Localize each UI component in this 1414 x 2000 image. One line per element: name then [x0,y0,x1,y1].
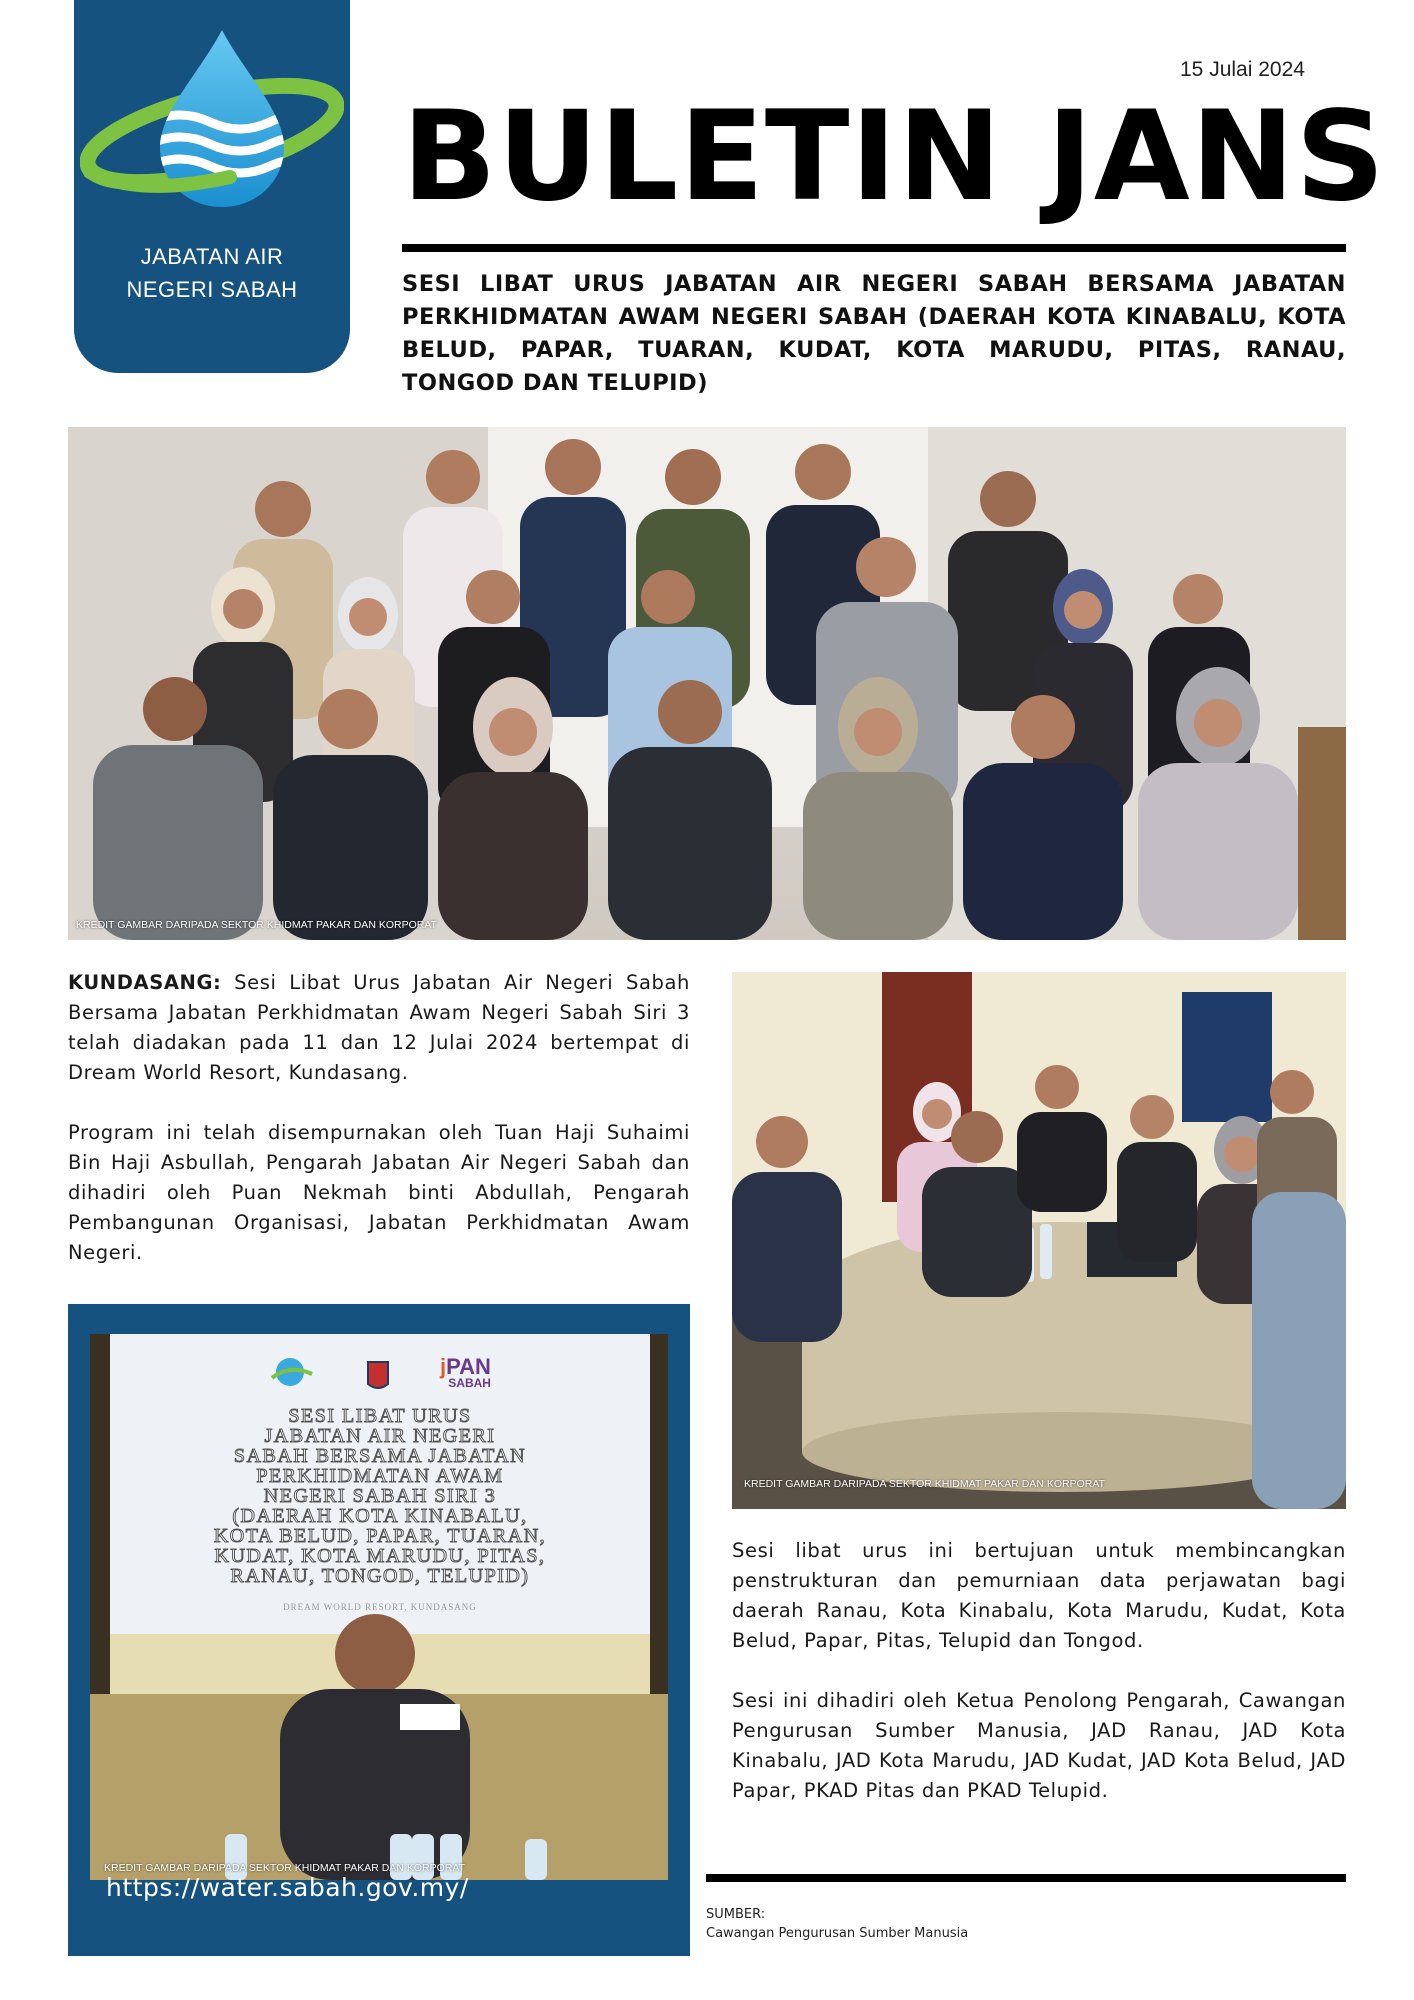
org-name [74,240,350,306]
footer-divider [706,1874,1346,1882]
meeting-photo-illustration [732,972,1346,1509]
main-photo-credit: KREDIT GAMBAR DARIPADA SEKTOR KHIDMAT PAKAR DAN KORPORAT [76,919,437,931]
jpan-logo-sub: SABAH [448,1376,491,1390]
speaker-panel [68,1304,690,1956]
source-label: SUMBER: [706,1907,766,1922]
slide-line-5: NEGERI SABAH SIRI 3 [263,1485,497,1507]
slide-footer: DREAM WORLD RESORT, KUNDASANG [283,1602,477,1612]
speaker-photo-credit: KREDIT GAMBAR DARIPADA SEKTOR KHIDMAT PAKAR DAN KORPORAT [104,1862,465,1874]
org-name-line1: JABATAN AIR [140,244,284,269]
slide-line-6: (DAERAH KOTA KINABALU, [232,1505,528,1527]
group-photo-illustration [68,427,1346,940]
title-divider [402,244,1346,252]
logo-badge [74,0,350,373]
article-paragraph-2: Program ini telah disempurnakan oleh Tuan Haji Suhaimi Bin Haji Asbullah, Pengarah Jabatan Air Negeri Sabah dan dihadiri oleh Puan Nekmah binti Abdullah, Pengarah Pembangunan Organisasi, Jabatan Perkhidmatan Awam Negeri. [68,1121,690,1264]
slide-line-4: PERKHIDMATAN AWAM [256,1465,504,1487]
slide-line-7: KOTA BELUD, PAPAR, TUARAN, [213,1525,547,1547]
slide-title-block [110,1406,650,1612]
jpan-logo-mark: j [440,1354,447,1379]
jpan-logo-text: PAN [446,1354,491,1379]
water-drop-logo-icon [80,22,344,222]
paragraph-1-text: Sesi Libat Urus Jabatan Air Negeri Sabah Bersama Jabatan Perkhidmatan Awam Negeri Sabah Siri 3 telah diadakan pada 11 dan 12 Julai 2024 bertempat di Dream World Resort, Kundasang. [68,971,690,1084]
slide-line-9: RANAU, TONGOD, TELUPID) [230,1565,530,1587]
jpan-logo [440,1354,491,1390]
article-left [68,968,690,1298]
headline: SESI LIBAT URUS JABATAN AIR NEGERI SABAH BERSAMA JABATAN PERKHIDMATAN AWAM NEGERI SABAH (DAERAH KOTA KINABALU, KOTA BELUD, PAPAR, TUARAN, KUDAT, KOTA MARUDU, PITAS, RANAU, TONGOD DAN TELUPID) [402,271,1346,396]
slide-line-1: SESI LIBAT URUS [288,1405,472,1427]
article-paragraph-1 [68,968,690,1088]
meeting-photo [732,972,1346,1509]
slide-line-3: SABAH BERSAMA JABATAN [233,1445,527,1467]
issue-date: 15 Julai 2024 [1180,58,1305,81]
speaker-photo [90,1334,668,1880]
article-paragraph-4: Sesi ini dihadiri oleh Ketua Penolong Pengarah, Cawangan Pengurusan Sumber Manusia, JAD Ranau, JAD Kota Kinabalu, JAD Kota Marudu, JAD Kudat, JAD Kota Belud, JAD Papar, PKAD Pitas dan PKAD Telupid. [732,1689,1346,1802]
website-link[interactable]: https://water.sabah.gov.my/ [106,1873,469,1902]
meeting-photo-credit: KREDIT GAMBAR DARIPADA SEKTOR KHIDMAT PAKAR DAN KORPORAT [744,1478,1105,1490]
article-right [732,1536,1346,1836]
org-name-line2: NEGERI SABAH [126,277,298,302]
article-paragraph-3: Sesi libat urus ini bertujuan untuk membincangkan penstrukturan dan pemurniaan data perjawatan bagi daerah Ranau, Kota Kinabalu, Kota Marudu, Kudat, Kota Belud, Papar, Pitas, Telupid dan Tongod. [732,1539,1346,1652]
source-value: Cawangan Pengurusan Sumber Manusia [706,1926,969,1941]
slide-line-8: KUDAT, KOTA MARUDU, PITAS, [214,1545,546,1567]
dateline: KUNDASANG: [68,971,222,994]
slide-line-2: JABATAN AIR NEGERI [264,1425,496,1447]
bulletin-title: BULETIN JANS [402,85,1386,229]
group-photo [68,427,1346,940]
